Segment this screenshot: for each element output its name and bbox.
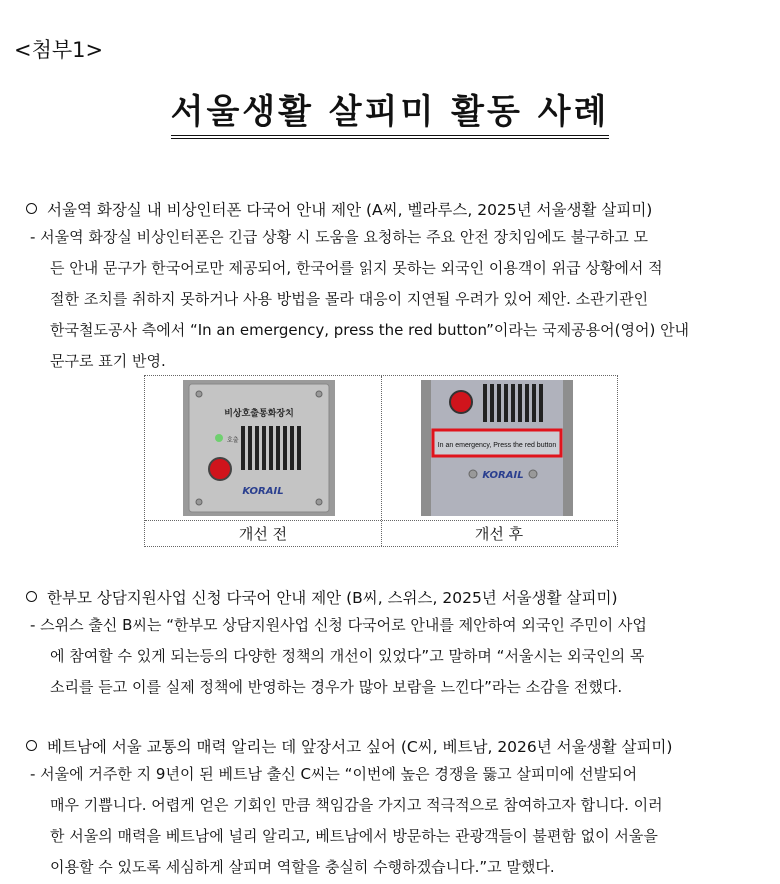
english-sign: In an emergency, Press the red button: [437, 442, 557, 449]
status-light-icon: [215, 434, 223, 442]
call-label: 호출: [227, 437, 239, 444]
screw-icon: [196, 391, 202, 397]
section-1-line: - 서울역 화장실 비상인터폰은 긴급 상황 시 도움을 요청하는 주요 안전 장치임에도 불구하고 모: [30, 228, 649, 246]
section-1-line: 절한 조치를 취하지 못하거나 사용 방법을 몰라 대응이 지연될 우려가 있어 제안. 소관기관인: [50, 290, 649, 308]
speaker-grille: [241, 426, 301, 470]
section-3-body: [30, 759, 738, 883]
korail-logo: KORAIL: [242, 486, 284, 497]
speaker-grille: [483, 384, 543, 422]
section-3-heading-text: 베트남에 서울 교통의 매력 알리는 데 앞장서고 싶어 (C씨, 베트남, 2026년 서울생활 살피미): [47, 738, 673, 756]
section-3-line: 이용할 수 있도록 세심하게 살피며 역할을 충실히 수행하겠습니다.”고 말했다.: [50, 858, 555, 876]
after-intercom-photo: [421, 380, 573, 516]
section-2-line: - 스위스 출신 B씨는 “한부모 상담지원사업 신청 다국어로 안내를 제안하여 외국인 주민이 사업: [30, 616, 647, 634]
section-1-line: 문구로 표기 반영.: [50, 352, 166, 370]
screw-icon: [316, 499, 322, 505]
screw-icon: [316, 391, 322, 397]
section-1-heading-text: 서울역 화장실 내 비상인터폰 다국어 안내 제안 (A씨, 벨라루스, 2025년 서울생활 살피미): [47, 201, 653, 219]
section-2-heading: [26, 586, 618, 608]
bullet-icon: [26, 203, 37, 214]
section-2-body: [30, 610, 738, 703]
screw-icon: [469, 470, 477, 478]
section-2-line: 소리를 듣고 이를 실제 정책에 반영하는 경우가 많아 보람을 느낀다”라는 소감을 전했다.: [50, 678, 623, 696]
page-title-text: 서울생활 살피미 활동 사례: [171, 84, 610, 139]
section-1-body: [30, 222, 738, 377]
figure-divider: [145, 520, 617, 521]
page-title: [0, 84, 780, 139]
after-caption: 개선 후: [474, 525, 524, 543]
section-3-heading: [26, 735, 672, 757]
section-1-line: 한국철도공사 측에서 “In an emergency, press the red button”이라는 국제공용어(영어) 안내: [50, 321, 690, 339]
bullet-icon: [26, 740, 37, 751]
bullet-icon: [26, 591, 37, 602]
section-2-heading-text: 한부모 상담지원사업 신청 다국어 안내 제안 (B씨, 스위스, 2025년 서울생활 살피미): [47, 589, 618, 607]
section-2-line: 에 참여할 수 있게 되는등의 다양한 정책의 개선이 있었다”고 말하며 “서울시는 외국인의 목: [50, 647, 645, 665]
section-1-heading: [26, 198, 652, 220]
section-3-line: 한 서울의 매력을 베트남에 널리 알리고, 베트남에서 방문하는 관광객들이 불편함 없이 서울을: [50, 827, 658, 845]
korail-logo: KORAIL: [482, 470, 524, 481]
attachment-label: <첨부1>: [14, 38, 104, 62]
intercom-label: 비상호출통화장치: [224, 409, 294, 419]
before-caption: 개선 전: [238, 525, 288, 543]
comparison-figure: [144, 375, 618, 547]
screw-icon: [196, 499, 202, 505]
screw-icon: [529, 470, 537, 478]
section-3-line: - 서울에 거주한 지 9년이 된 베트남 출신 C씨는 “이번에 높은 경쟁을 뚫고 살피미에 선발되어: [30, 765, 638, 783]
section-1-line: 든 안내 문구가 한국어로만 제공되어, 한국어를 읽지 못하는 외국인 이용객이 위급 상황에서 적: [50, 259, 663, 277]
section-3-line: 매우 기쁩니다. 어렵게 얻은 기회인 만큼 책임감을 가지고 적극적으로 참여하고자 합니다. 이러: [50, 796, 663, 814]
red-button-icon: [450, 391, 472, 413]
red-button-icon: [209, 458, 231, 480]
before-intercom-photo: [183, 380, 335, 516]
